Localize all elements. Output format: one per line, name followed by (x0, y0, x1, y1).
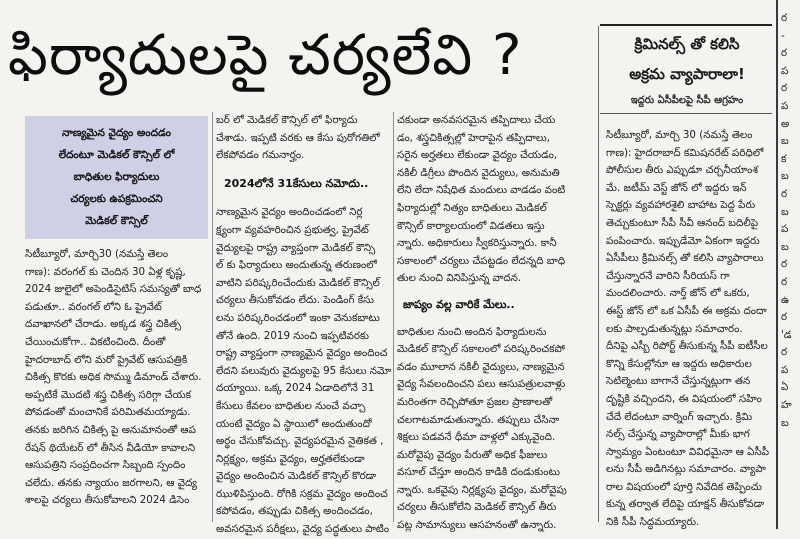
story-rule (600, 113, 772, 114)
text-line: చేదే లేదంటూ వార్నింగ్ ఇచ్చారు. క్రిమి (606, 410, 753, 423)
text-line: శిక్షలు పడవనే ధీమా వాళ్లలో ఎక్కువైంది. (397, 431, 556, 444)
text-line: లేదని పలువురు వైద్యులపై 95 కేసులు నమో (216, 364, 392, 377)
text-line: తనకు జరిగిన చికిత్స పై అనుమానంతో ఆప (25, 423, 196, 436)
highlight-line: చర్యలకు ఉపక్రమించని (70, 193, 163, 205)
text-fragment: 'డ (781, 328, 792, 341)
text-fragment: ప (781, 363, 789, 376)
text-line: కేసులు కేవలం బాధితుల నుంచే వచ్చా (216, 399, 366, 412)
text-line: దీనిపై ఎస్బీ రిపోర్ట్ తీసుకున్న సీపీ ఐటీసీల (606, 340, 768, 353)
text-line: నకిలీ డిగ్రీలు పొందిన వైద్యులు, అనుమతి (397, 166, 560, 179)
text-line: ఈస్ట్ జోన్ లో ఒక ఏసీపీ ఈ అక్రమ దందా (606, 304, 767, 317)
column-divider (776, 0, 778, 529)
section-subheading: జాప్యం వల్ల వారికే మేలు.. (403, 297, 515, 311)
text-fragment: ప (781, 64, 789, 77)
text-line: రాల విషయంలో పూర్తి నివేదిక తెప్పించు (606, 480, 762, 493)
text-line: లను పరిష్కరించడంలో ఇంకా వెనుకబాటు (216, 311, 380, 324)
highlight-line: నాణ్యమైన వైద్యం అందడం (62, 127, 171, 139)
text-line: నల్స్ చేస్తున్న వ్యాపారాల్లో మీకు భాగ (606, 428, 750, 441)
text-line: పోవడంతో మంచానికే పరిమితమయ్యాడు. (25, 406, 191, 419)
text-line: రేషన్ థియేటర్ లో తీసిన వీడియో కావాలని (25, 441, 196, 454)
text-line: అర్థం చేసుకోవచ్చు. వైద్యపరమైన నైతికత , (216, 435, 384, 448)
text-line: వైద్యులపై రాష్ట్ర వ్యాప్తంగా మెడికల్ కౌన్సి (216, 241, 376, 254)
text-line: పోలీసుల తీరు ఎప్పుడూ చర్చనీయాంశ (606, 164, 759, 177)
text-line: మరింతగా రెచ్చిపోతూ ప్రజల ప్రాణాలతో (397, 395, 553, 408)
text-line: గాణ): వరంగల్ కు చెందిన 30 ఏళ్ల కృష్ణ, (25, 265, 186, 278)
story-subheadline: ఇద్దరు ఏసీపీలపై సీపీ ఆగ్రహం (630, 95, 744, 106)
article-column-1 (25, 246, 210, 510)
text-line: చికిత్స కొరకు అధిక సొమ్ము డిమాండ్ చేశారు. (25, 371, 202, 384)
text-line: న్నారు. అధికారులు స్వీకరిస్తున్నారు. కానీ (397, 237, 557, 250)
text-line: ల్ కు ఫిర్యాదులు అందుతున్న తరుణంలో (216, 259, 377, 272)
text-line: సరైన అర్హతలు లేకుండా వైద్యం చేయడం, (397, 149, 558, 162)
article-column-4 (606, 127, 770, 532)
text-line: మరోవైపు వైద్యం పేరుతో అధిక ఫీజులు (397, 448, 548, 461)
text-line: రాష్ట్ర వ్యాప్తంగా నాణ్యమైన వైద్యం అందించ (216, 347, 388, 360)
text-fragment: ప (781, 223, 789, 236)
text-line: వసూల్ చేస్తూ అందిన కాడికి దండుకుంటు (397, 466, 560, 479)
text-line: వడం మూలాన నకిలీ వైద్యులు, నాణ్యమైన (397, 360, 565, 373)
text-line: ఏసీపీలు క్రిమినల్స్ తో కలిసి వ్యాపారాలు (606, 252, 764, 265)
text-line: సెటిల్మెంటు బాగానే చేస్తున్నట్లుగా తన (606, 375, 751, 388)
text-fragment: బ (781, 170, 789, 183)
text-fragment: ర (781, 47, 788, 60)
text-line: మందలించారు. నార్త్ జోన్ లో ఒకరు, (606, 287, 750, 300)
text-line: క్ష్యంగా వ్యవహరించిన ప్రభుత్వ, ప్రైవేట్ (216, 223, 369, 236)
text-line: లేకపోవడం గమనార్హం. (216, 149, 305, 162)
text-line: దవాఖానలో చేరాడు. అక్కడ శస్త్ర చికిత్స (25, 318, 182, 331)
text-line: తోనే ఉంది. 2019 నుంచి ఇప్పటివరకు (216, 329, 369, 342)
text-line: కొన్ని కేసుల్లోనూ ఆ ఇద్దరు అధికారుల (606, 357, 752, 370)
text-fragment: ర (781, 275, 788, 288)
text-line: పట్ల సామాన్యులు ఆసహనంతో ఉన్నారు. (397, 519, 557, 532)
story-headline-line-2: అక్రమ వ్యాపారాలా! (629, 65, 745, 83)
text-line: కపోవడం, తప్పుడు చికిత్స అందించడం, (216, 505, 373, 518)
text-line: నికి సీపీ సిద్ధమయ్యారు. (606, 516, 700, 529)
text-line: న్నారు. ఒకవైపు నిర్లక్ష్యపు వైద్యం, మరోవైపు (397, 483, 567, 496)
text-line: శాలపై చర్యలు తీసుకోవాలని 2024 డిసెం (25, 494, 190, 507)
text-line: తెచ్చుకుంటూ సీపీ సీవీ ఆనంద్ బదిలీపై (606, 216, 759, 229)
text-fragment: - (781, 29, 785, 42)
text-line: లకు పాల్పడుతున్నట్లు సమాచారం. (606, 322, 743, 335)
text-fragment: బ (781, 416, 789, 429)
text-fragment: హ (781, 399, 792, 412)
text-line: వైద్యం అందించిన మెడికల్ కౌన్సిల్ కొరడా (216, 470, 377, 483)
headline: ఫిర్యాదులపై చర్యలేవి ? (8, 23, 523, 88)
text-line: 2024 జులైలో అపెండిసైటిస్ సమస్యతో బాధ (25, 283, 202, 296)
text-line: నిర్లక్ష్యం, అక్రమ వైద్యం, అర్హతలేకుండా (216, 452, 365, 465)
highlight-box (25, 116, 208, 239)
text-line: సకాలంలో చర్యలు చేపట్టడం లేదన్నది బాధి (397, 254, 566, 267)
text-fragment: ర (781, 346, 788, 359)
text-fragment: ర (781, 82, 788, 95)
text-line: బాధితుల నుంచి అందిన ఫిర్యాదులను (397, 325, 547, 338)
text-line: నాణ్యమైన వైద్యం అందించడంలో నిర్ల (216, 206, 363, 219)
text-line: లను సీపీ అడిగినట్లు సమాచారం. వ్యాపా (606, 463, 766, 476)
text-fragment: బ (781, 240, 789, 253)
text-line: దృష్టికి వచ్చిందని, ఈ విషయంలో సహిం (606, 392, 762, 405)
text-line: సిటీబ్యూరో, మార్చి 30 (నమస్తే తెలం (606, 129, 753, 141)
text-line: చర్యలు తీసుకోవడం లేదు. పెండింగ్ కేసు (216, 294, 374, 307)
text-line: ఝుళిపిస్తుంది. రోగికి సక్రమ వైద్యం అందించ (216, 487, 388, 500)
text-line: లేని లేదా నిషేధిత మందులు వాడడం వంటి (397, 184, 566, 197)
text-line: కున్న తర్వాత లేదిపై యాక్షన్ తీసుకోవడా (606, 498, 765, 511)
text-fragment: ర (781, 311, 788, 324)
text-line: తుల నుంచి వినిపిస్తున్న వాదన. (397, 272, 522, 285)
text-line: గాణ): హైదరాబాద్ కమిషనరేట్ పరిధిలో (606, 146, 764, 159)
column-divider (598, 26, 599, 522)
highlight-line: బాధితుల ఫిర్యాదులు (73, 171, 160, 183)
text-fragment: ర (781, 258, 788, 271)
text-line: కౌన్సిల్ కార్యాలయంలో విడతలు ఇస్తు (397, 219, 545, 232)
text-fragment: క (781, 152, 787, 165)
text-fragment: బ (781, 205, 789, 218)
text-fragment: ఏ (781, 381, 789, 394)
story-top-rule (600, 24, 772, 26)
text-line: ఆసుపత్రిని సంప్రదించగా సిబ్బంది స్పందిం (25, 459, 186, 472)
text-line: చలేదు. తనకు న్యాయం జరగాలని, ఆ వైద్య (25, 476, 198, 489)
text-line: చకుండా అనవసరమైన తప్పిదాలు చేయ (397, 114, 556, 126)
text-line: చలగాటమాడుతున్నారు. తప్పులు చేసినా (397, 413, 560, 426)
text-fragment: ర (781, 12, 788, 24)
section-subheading: 2024లోనే 31కేసులు నమోదు.. (224, 176, 369, 190)
highlight-line: లేదంటూ మెడికల్ కౌన్సిల్ లో (58, 149, 175, 161)
text-fragment: బ (781, 135, 789, 148)
article-column-2 (216, 112, 396, 539)
text-line: బర్ లో మెడికల్ కౌన్సిల్ లో ఫిర్యాదు (216, 114, 358, 126)
text-fragment: ప (781, 99, 789, 112)
text-line: స్పెక్టర్లు వ్యవహారశైలి బాహాట పెద్ద పేరు (606, 199, 756, 212)
column-divider (212, 112, 213, 522)
story-headline-line-1: క్రిమినల్స్ తో కలిసి (634, 35, 740, 53)
text-line: దయ్యాయి. ఒక్క 2024 ఏడాదిలోనే 31 (216, 382, 375, 395)
text-line: పంపించారు. ఇప్పుడేమో ఏకంగా ఇద్దరు (606, 234, 760, 247)
text-line: చేయించుకోగా.. వికటించింది. దీంతో (25, 335, 166, 348)
text-line: అవసరమైన పరీక్షలు, వైద్య పద్ధతులు పాటిం (216, 523, 390, 536)
text-line: స్వామ్యం ఏంటంటూ వివిధమైనా ఆ ఏసీపీ (606, 445, 770, 458)
text-line: సిటీబ్యూరో, మార్చి30 (నమస్తే తెలం (25, 248, 169, 260)
text-line: చేస్తున్నారనే వారిని సీరియస్ గా (606, 269, 730, 282)
text-line: ఫిర్యాదుల్లో నిత్యం బాధితులు మెడికల్ (397, 201, 547, 214)
highlight-line: మెడికల్ కౌన్సిల్ (85, 215, 148, 227)
article-column-3 (397, 112, 587, 535)
text-line: వైద్య సేవలందించని పలు ఆసుపత్రులవాళ్లు (397, 378, 566, 391)
cropped-edge-column (781, 10, 800, 432)
text-line: మెడికల్ కౌన్సిల్ సకాలంలో పరిష్కరించకపో (397, 343, 565, 356)
text-line: అప్పటికే మొదటి శస్త్ర చికిత్స సరిగ్గా చేయక (25, 388, 192, 401)
text-line: హైదరాబాద్ లోని మరో ప్రైవేట్ ఆసుపత్రికి (25, 353, 188, 366)
text-line: యంటే వైద్యం ఏ స్థాయిలో అందుతుందో (216, 417, 372, 430)
text-line: వాటిని పరిష్కరించేందుకు మెడికల్ కౌన్సిల్ (216, 276, 380, 289)
text-fragment: ర (781, 187, 788, 200)
text-fragment: అ (781, 117, 790, 130)
text-line: మే. జటీమ్ వెస్ట్ జోన్ లో ఇద్దరు ఇన్ (606, 181, 747, 194)
text-line: చర్యలు తీసుకోలేని మెడికల్ కౌన్సిల్ తీరు (397, 501, 557, 514)
text-line: పడుతూ.. వరంగల్ లోని ఓ ప్రైవేట్ (25, 300, 162, 313)
text-line: చేశాడు. ఇప్పటి వరకు ఆ కేసు పురోగతిలో (216, 131, 380, 144)
text-line: డం, శస్త్రచికిత్సల్లో హెరాపైన తప్పిదాలు, (397, 131, 550, 144)
text-fragment: ఉ (781, 293, 790, 306)
